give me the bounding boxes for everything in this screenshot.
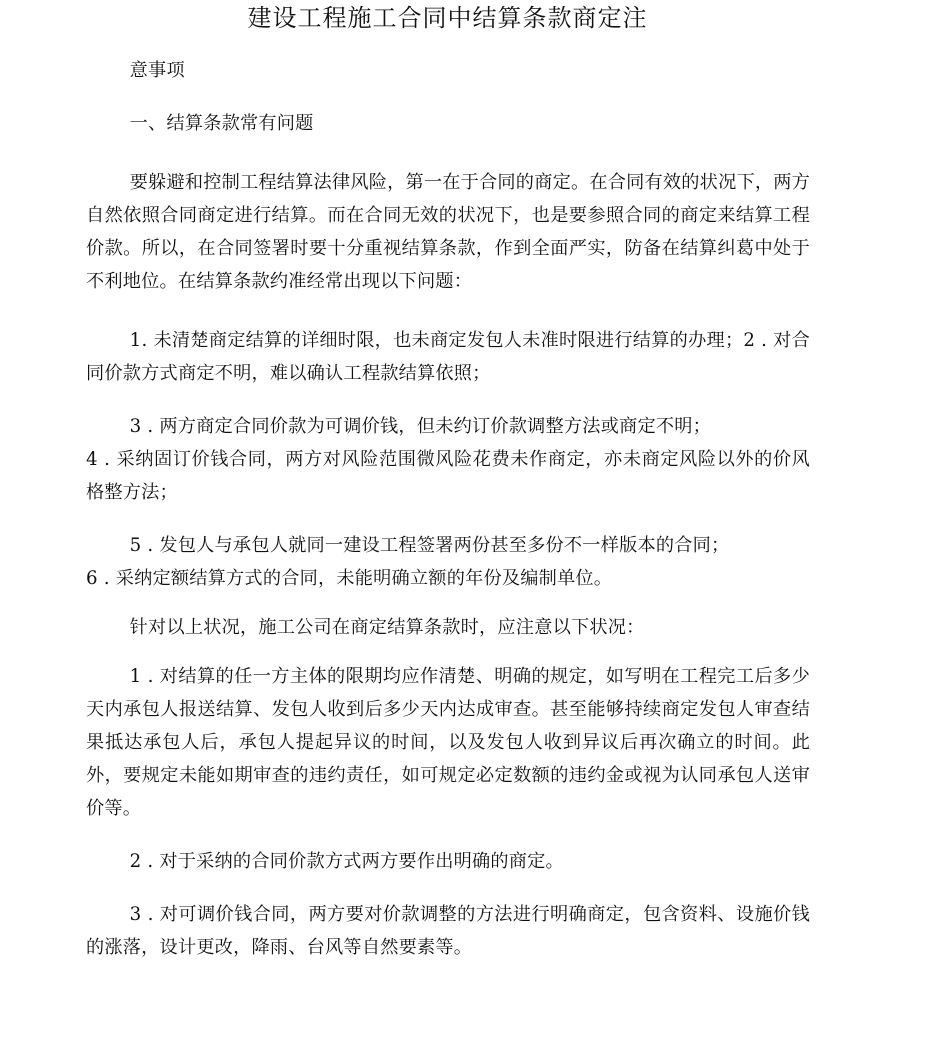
list-item-6: 6 . 采纳定额结算方式的合同，未能明确立额的年份及编制单位。 bbox=[86, 568, 613, 589]
list-item-3: 3 . 两方商定合同价款为可调价钱，但未约订价款调整方法或商定不明； bbox=[129, 416, 712, 437]
list-item-4: 4 . 采纳固订价钱合同，两方对风险范围微风险花费未作商定，亦未商定风险以外的价风格整方法； bbox=[86, 449, 810, 503]
section-heading: 一、结算条款常有问题 bbox=[129, 113, 314, 134]
paragraph-guidance: 针对以上状况，施工公司在商定结算条款时，应注意以下状况： bbox=[129, 617, 645, 638]
guidance-item-3: 3 . 对可调价钱合同，两方要对价款调整的方法进行明确商定，包含资料、设施价钱的涨落，设计更改，降雨、台风等自然要素等。 bbox=[86, 904, 810, 958]
document-body bbox=[86, 54, 810, 964]
document-title: 建设工程施工合同中结算条款商定注 bbox=[247, 4, 648, 32]
paragraph-intro: 要躲避和控制工程结算法律风险，第一在于合同的商定。在合同有效的状况下，两方自然依照合同商定进行结算。而在合同无效的状况下，也是要参照合同的商定来结算工程价款。所以，在合同签署时要十分重视结算条款，作到全面严实，防备在结算纠葛中处于不利地位。在结算条款约准经常出现以下问题： bbox=[86, 172, 811, 292]
list-item-5: 5 . 发包人与承包人就同一建设工程签署两份甚至多份不一样版本的合同； bbox=[129, 535, 730, 556]
paragraph-title-continuation: 意事项 bbox=[129, 60, 185, 81]
guidance-item-2: 2 . 对于采纳的合同价款方式两方要作出明确的商定。 bbox=[129, 851, 564, 872]
list-item-1-2: 1. 未清楚商定结算的详细时限，也未商定发包人未准时限进行结算的办理；2 . 对合同价款方式商定不明，难以确认工程款结算依照； bbox=[86, 330, 810, 384]
guidance-item-1: 1 . 对结算的任一方主体的限期均应作清楚、明确的规定，如写明在工程完工后多少天内承包人报送结算、发包人收到后多少天内达成审查。甚至能够持续商定发包人审查结果抵达承包人后，承包人提起异议的时间，以及发包人收到异议后再次确立的时间。此外，要规定未能如期审查的违约责任，如可规定必定数额的违约金或视为认同承包人送审价等。 bbox=[86, 666, 810, 819]
